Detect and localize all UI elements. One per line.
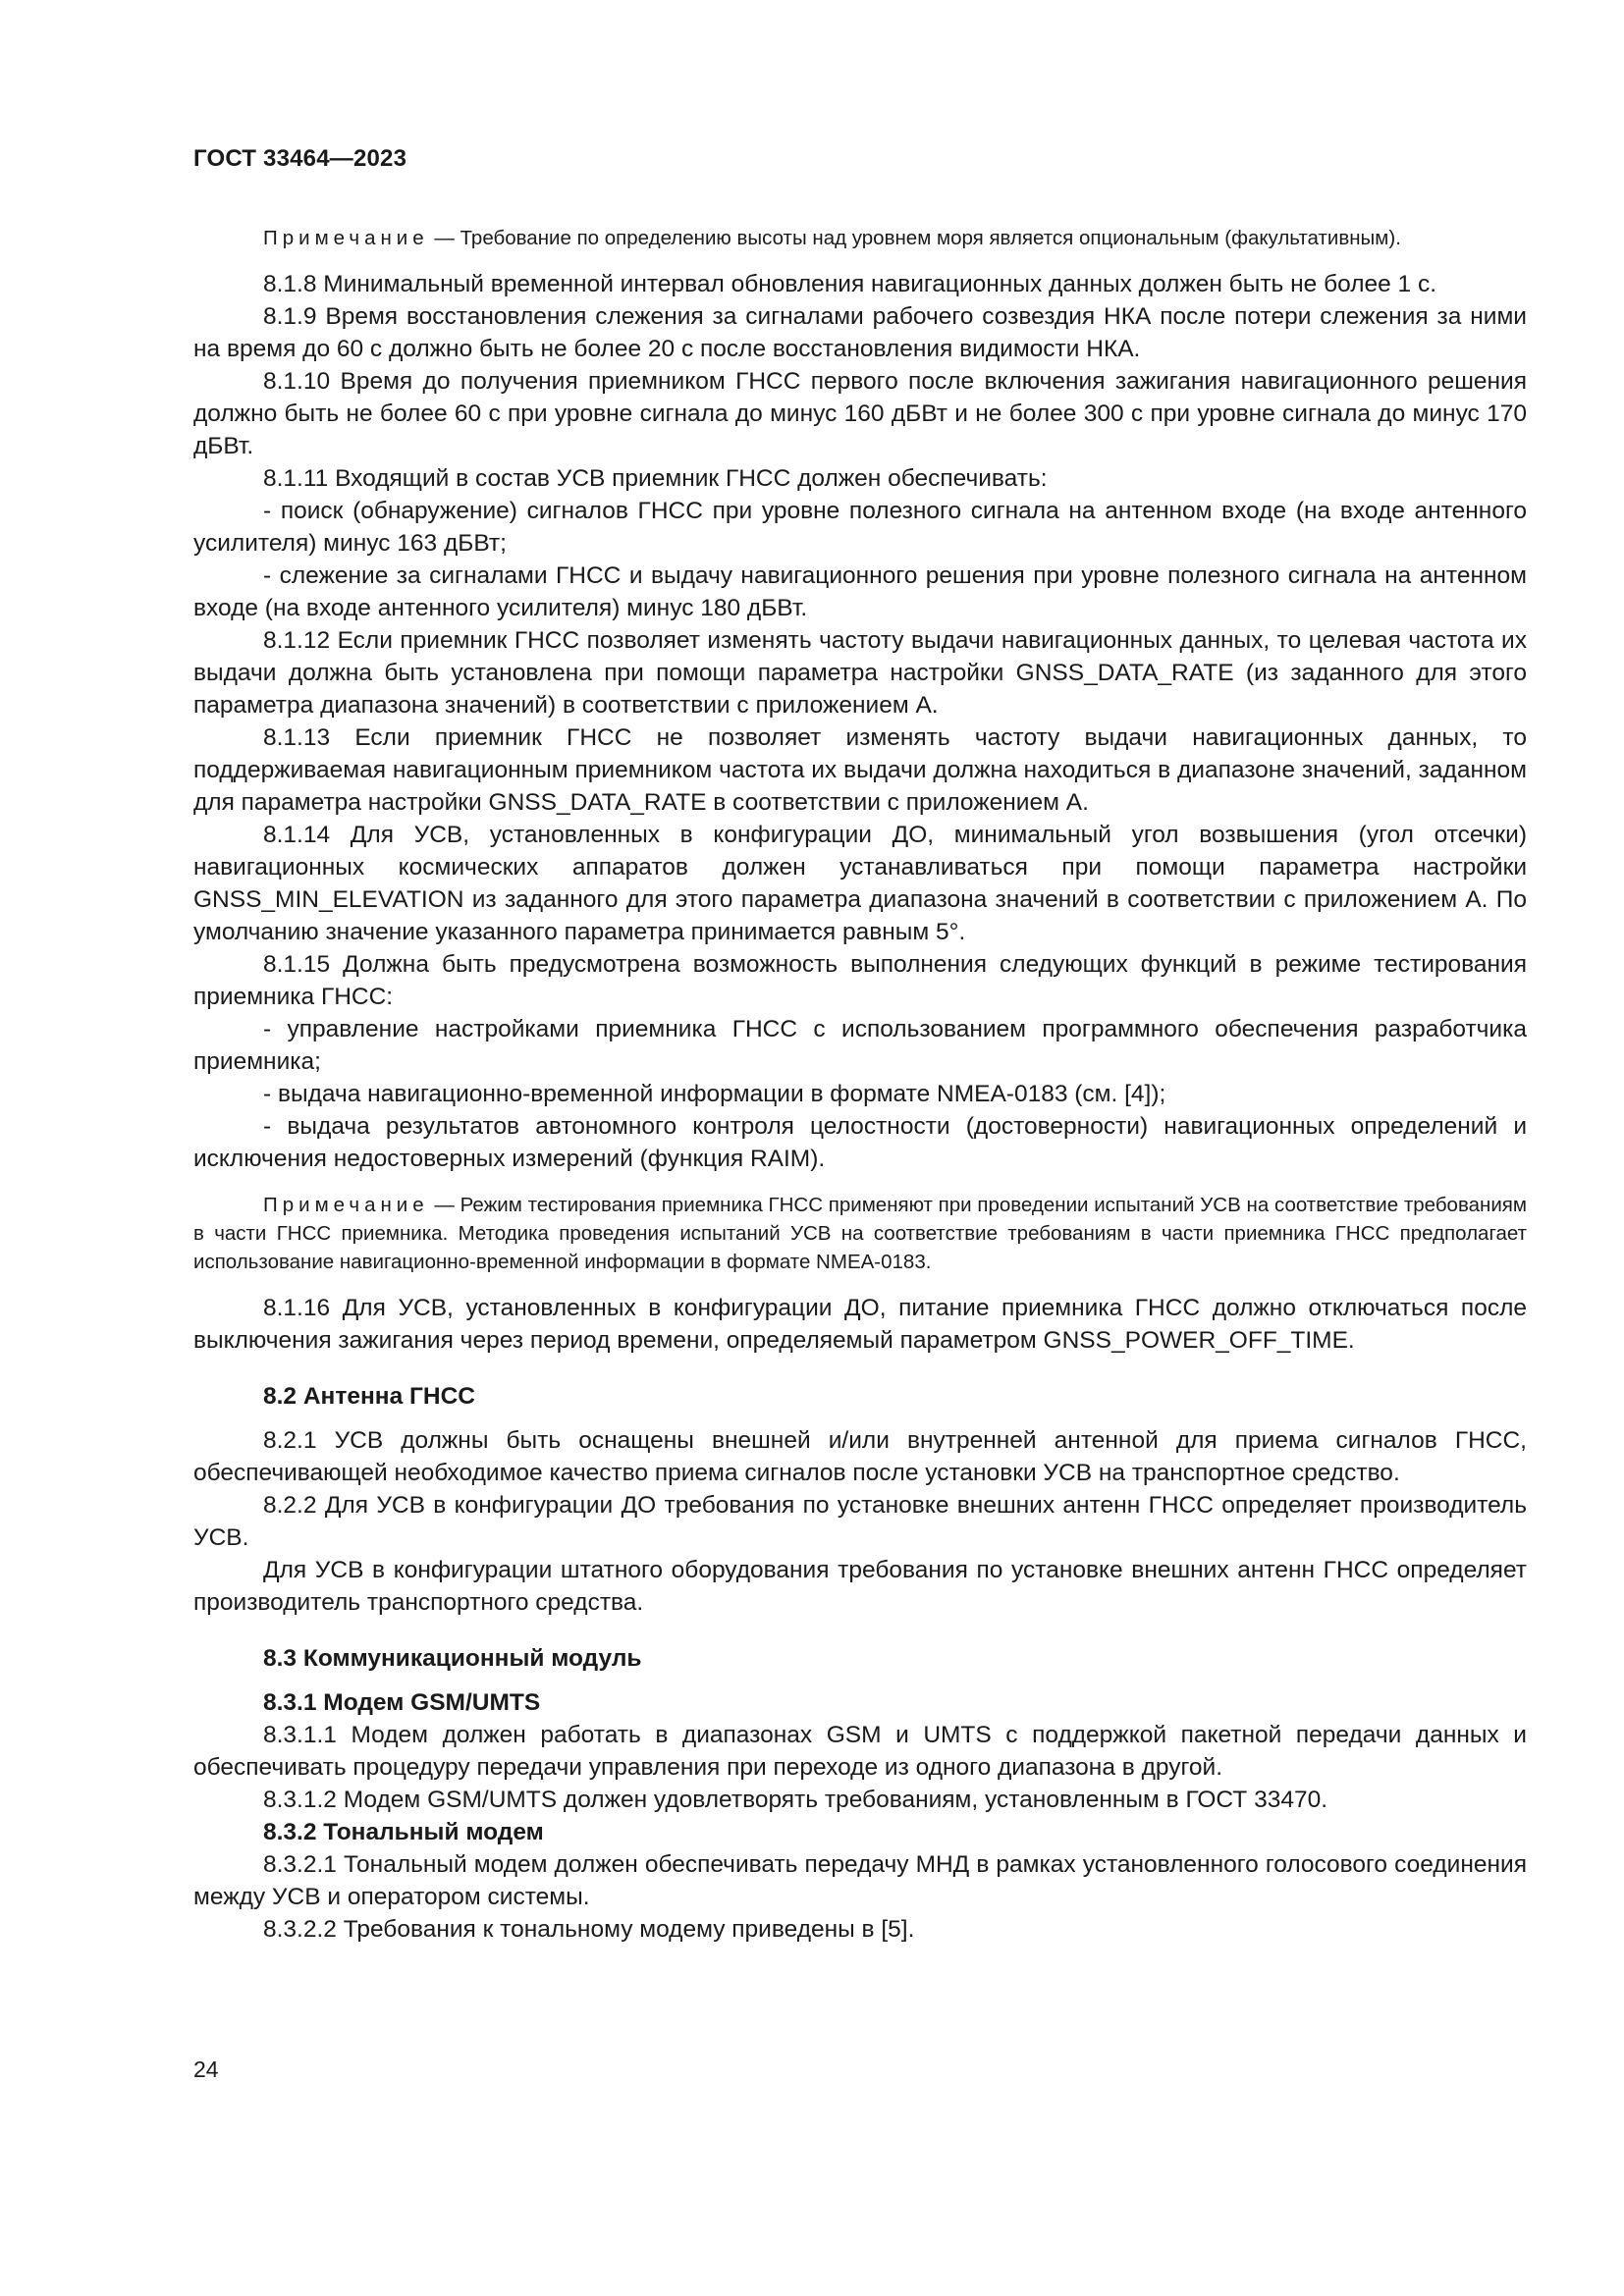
para-8-1-10: 8.1.10 Время до получения приемником ГНСС первого после включения зажигания навигационного решения должно быть не более 60 с при уровне сигнала до минус 160 дБВт и не более 300 с при уровне сигнала до минус 170 дБВт. <box>193 368 1527 459</box>
note-height <box>193 224 1527 252</box>
para-8-3-2-1: 8.3.2.1 Тональный модем должен обеспечивать передачу МНД в рамках установленного голосового соединения между УСВ и оператором системы. <box>193 1851 1527 1910</box>
para-8-2-1: 8.2.1 УСВ должны быть оснащены внешней и/или внутренней антенной для приема сигналов ГНСС, обеспечивающей необходимое качество приема сигналов после установки УСВ на транспортное средство. <box>193 1427 1527 1486</box>
subsection-heading-8-3-2: 8.3.2 Тональный модем <box>263 1819 544 1845</box>
para-8-1-14: 8.1.14 Для УСВ, установленных в конфигурации ДО, минимальный угол возвышения (угол отсечки) навигационных космических аппаратов должен устанавливаться при помощи параметра настройки GNSS_MIN_ELEVATION из заданного для этого параметра диапазона значений в соответствии с приложением А. По умолчанию значение указанного параметра принимается равным 5°. <box>193 822 1527 945</box>
para-8-1-8: 8.1.8 Минимальный временной интервал обновления навигационных данных должен быть не более 1 с. <box>263 271 1437 297</box>
note-testing <box>193 1191 1527 1276</box>
list-item: - управление настройками приемника ГНСС с использованием программного обеспечения разработчика приемника; <box>193 1016 1527 1075</box>
list-item: - выдача результатов автономного контроля целостности (достоверности) навигационных определений и исключения недостоверных измерений (функция RAIM). <box>193 1113 1527 1172</box>
list-item: - выдача навигационно-временной информации в формате NMEA-0183 (см. [4]); <box>263 1081 1166 1107</box>
para-8-2-note: Для УСВ в конфигурации штатного оборудования требования по установке внешних антенн ГНСС определяет производитель транспортного средства. <box>193 1557 1527 1616</box>
section-heading-8-3: 8.3 Коммуникационный модуль <box>263 1645 642 1672</box>
list-item: - слежение за сигналами ГНСС и выдачу навигационного решения при уровне полезного сигнала на антенном входе (на входе антенного усилителя) минус 180 дБВт. <box>193 562 1527 621</box>
para-8-1-12: 8.1.12 Если приемник ГНСС позволяет изменять частоту выдачи навигационных данных, то целевая частота их выдачи должна быть установлена при помощи параметра настройки GNSS_DATA_RATE (из заданного для этого параметра диапазона значений) в соответствии с приложением А. <box>193 627 1527 719</box>
para-8-3-1-1: 8.3.1.1 Модем должен работать в диапазонах GSM и UMTS с поддержкой пакетной передачи данных и обеспечивать процедуру передачи управления при переходе из одного диапазона в другой. <box>193 1722 1527 1781</box>
para-8-1-16: 8.1.16 Для УСВ, установленных в конфигурации ДО, питание приемника ГНСС должно отключаться после выключения зажигания через период времени, определяемый параметром GNSS_POWER_OFF_TIME. <box>193 1295 1527 1354</box>
para-8-2-2: 8.2.2 Для УСВ в конфигурации ДО требования по установке внешних антенн ГНСС определяет производитель УСВ. <box>193 1492 1527 1551</box>
subsection-heading-8-3-1: 8.3.1 Модем GSM/UMTS <box>263 1689 541 1716</box>
para-8-1-13: 8.1.13 Если приемник ГНСС не позволяет изменять частоту выдачи навигационных данных, то поддерживаемая навигационным приемником частота их выдачи должна находиться в диапазоне значений, заданном для параметра настройки GNSS_DATA_RATE в соответствии с приложением А. <box>193 724 1527 816</box>
note-text: — Режим тестирования приемника ГНСС применяют при проведении испытаний УСВ на соответствие требованиям в части ГНСС приемника. Методика проведения испытаний УСВ на соответствие требованиям в части приемника ГНСС предполагает использование навигационно-временной информации в формате NMEA-0183. <box>193 1194 1527 1273</box>
para-8-3-2-2: 8.3.2.2 Требования к тональному модему приведены в [5]. <box>263 1916 915 1943</box>
para-8-1-11: 8.1.11 Входящий в состав УСВ приемник ГНСС должен обеспечивать: <box>263 465 1048 492</box>
para-8-3-1-2: 8.3.1.2 Модем GSM/UMTS должен удовлетворять требованиям, установленным в ГОСТ 33470. <box>263 1787 1328 1813</box>
note-text: — Требование по определению высоты над уровнем моря является опциональным (факультативным). <box>428 227 1401 249</box>
document-body <box>193 224 1527 1946</box>
section-heading-8-2: 8.2 Антенна ГНСС <box>263 1383 475 1410</box>
page-number: 24 <box>193 2056 219 2082</box>
note-label: Примечание <box>263 1194 429 1216</box>
para-8-1-15: 8.1.15 Должна быть предусмотрена возможность выполнения следующих функций в режиме тестирования приемника ГНСС: <box>193 951 1527 1010</box>
list-item: - поиск (обнаружение) сигналов ГНСС при уровне полезного сигнала на антенном входе (на входе антенного усилителя) минус 163 дБВт; <box>193 498 1527 557</box>
para-8-1-9: 8.1.9 Время восстановления слежения за сигналами рабочего созвездия НКА после потери слежения за ними на время до 60 с должно быть не более 20 с после восстановления видимости НКА. <box>193 303 1527 362</box>
document-header: ГОСТ 33464—2023 <box>193 145 407 172</box>
note-label: Примечание <box>263 227 429 249</box>
